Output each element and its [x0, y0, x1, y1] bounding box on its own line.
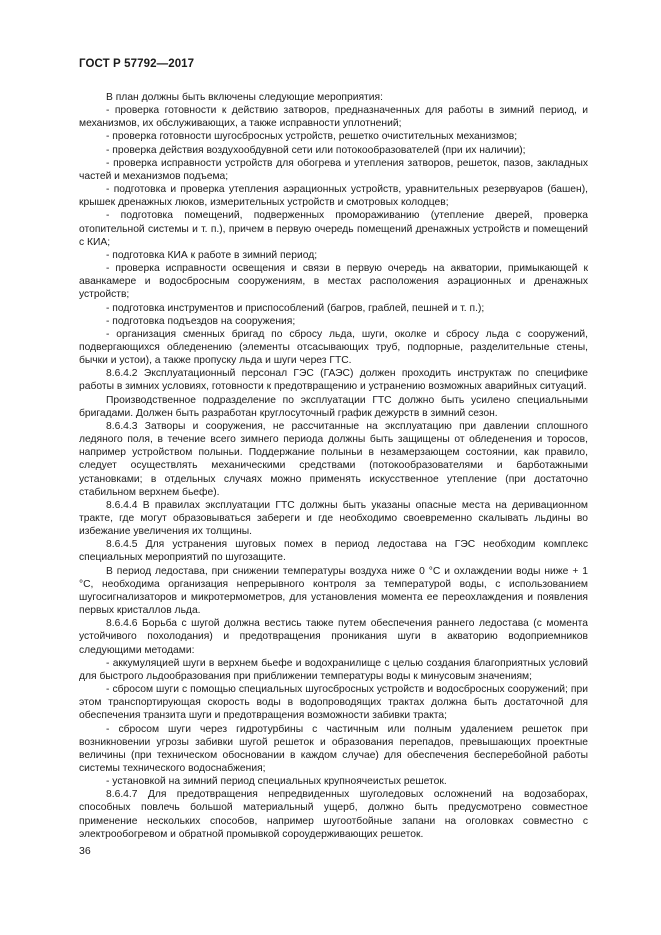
- list-item: - проверка готовности к действию затворов, предназначенных для работы в зимний период, и механизмов, их обслуживающих, а также исправности уплотнений;: [79, 105, 588, 130]
- document-code-header: ГОСТ Р 57792—2017: [79, 58, 195, 70]
- paragraph: 8.6.4.7 Для предотвращения непредвиденных шуголедовых осложнений на водозаборах, способных повлечь большой материальный ущерб, должно быть предусмотрено совместное применение нескольких способов, например шугоотбойные запани на оголовках совместно с электрообогревом и обратной промывкой сороудерживающих решеток.: [79, 789, 588, 840]
- list-item: - проверка исправности освещения и связи в первую очередь на акватории, примыкающей к аванкамере и водосбросным сооружениям, в местах расположения аэрационных и дренажных устройств;: [79, 263, 588, 301]
- list-item: - организация сменных бригад по сбросу льда, шуги, околке и сбросу льда с сооружений, подвергающихся обледенению (элементы отсасывающих труб, подпорные, разделительные стены, бычки и устои), а также пропуску льда и шуги через ГТС.: [79, 328, 588, 367]
- list-item: - сбросом шуги через гидротурбины с частичным или полным удалением решеток при возникновении угрозы забивки шугой решеток и образования перепадов, превышающих проектные величины (при техническом обосновании в каждом случае) для обеспечения бесперебойной работы системы технического водоснабжения;: [79, 723, 588, 774]
- paragraph: 8.6.4.2 Эксплуатационный персонал ГЭС (ГАЭС) должен проходить инструктаж по специфике работы в зимних условиях, готовности к предотвращению и устранению возможных аварийных ситуаций.: [79, 368, 588, 393]
- list-item: - проверка готовности шугосбросных устройств, решетко очистительных механизмов;: [106, 131, 518, 143]
- list-item: - сбросом шуги с помощью специальных шугосбросных устройств и водосбросных сооружений; при этом транспортирующая скорость воды в водопроводящих трактах должна быть достаточной для обеспечения транзита шуги и предотвращения возможности забивки тракта;: [79, 684, 588, 722]
- paragraph: В период ледостава, при снижении температуры воздуха ниже 0 °С и охлаждении воды ниже + 1 °С, необходима организация непрерывного контроля за температурой воды, с использованием шугосигнализаторов и микротермометров, для установления момента ее переохлаждения и появления первых кристаллов льда.: [79, 565, 588, 617]
- paragraph: 8.6.4.3 Затворы и сооружения, не рассчитанные на эксплуатацию при давлении сплошного ледяного поля, в течение всего зимнего периода должны быть защищены от обледенения и торосов, например устройством полыньи. Поддержание полыньи в незамерзающем состоянии, как правило, следует осуществлять механическими средствами (потокообразователями и барботажными установками; в отдельных случаях можно применять искусственное утепление (при достаточно стабильном верхнем бьефе).: [79, 420, 588, 498]
- list-item: - подготовка КИА к работе в зимний период;: [106, 249, 318, 261]
- list-item: - подготовка инструментов и приспособлений (багров, граблей, пешней и т. п.);: [106, 302, 485, 314]
- paragraph: 8.6.4.6 Борьба с шугой должна вестись также путем обеспечения раннего ледостава (с момента устойчивого похолодания) и предотвращения проникания шуги в акваторию водоприемников следующими методами:: [79, 618, 588, 656]
- paragraph: Производственное подразделение по эксплуатации ГТС должно быть усилено специальными бригадами. Должен быть разработан круглосуточный график дежурств в зимний сезон.: [79, 394, 588, 419]
- paragraph: В план должны быть включены следующие мероприятия:: [106, 92, 383, 103]
- paragraph: 8.6.4.5 Для устранения шуговых помех в период ледостава на ГЭС необходим комплекс специальных мероприятий по шугозащите.: [79, 539, 588, 564]
- document-body: [79, 91, 588, 841]
- list-item: - подготовка подъездов на сооружения;: [106, 315, 296, 327]
- list-item: - подготовка и проверка утепления аэрационных устройств, уравнительных резервуаров (башен), крышек дренажных люков, измерительных устройств и смотровых колодцев;: [79, 184, 588, 209]
- list-item: - установкой на зимний период специальных крупноячеистых решеток.: [106, 776, 447, 788]
- list-item: - подготовка помещений, подверженных промораживанию (утепление дверей, проверка отопительной системы и т. п.), причем в первую очередь помещений дренажных устройств и помещений с КИА;: [79, 210, 588, 248]
- list-item: - проверка исправности устройств для обогрева и утепления затворов, решеток, пазов, закладных частей и механизмов подъема;: [79, 157, 588, 182]
- list-item: - аккумуляцией шуги в верхнем бьефе и водохранилище с целью создания благоприятных условий для быстрого льдообразования при приближении температуры воды к минусовым значениям;: [79, 657, 588, 682]
- list-item: - проверка действия воздухообдувной сети или потокообразователей (при их наличии);: [106, 144, 526, 156]
- paragraph: 8.6.4.4 В правилах эксплуатации ГТС должны быть указаны опасные места на деривационном тракте, где могут образовываться забереги и где необходимо своевременно скалывать льдины во избежание увеличения их толщины.: [79, 499, 588, 538]
- page-number: 36: [79, 845, 91, 857]
